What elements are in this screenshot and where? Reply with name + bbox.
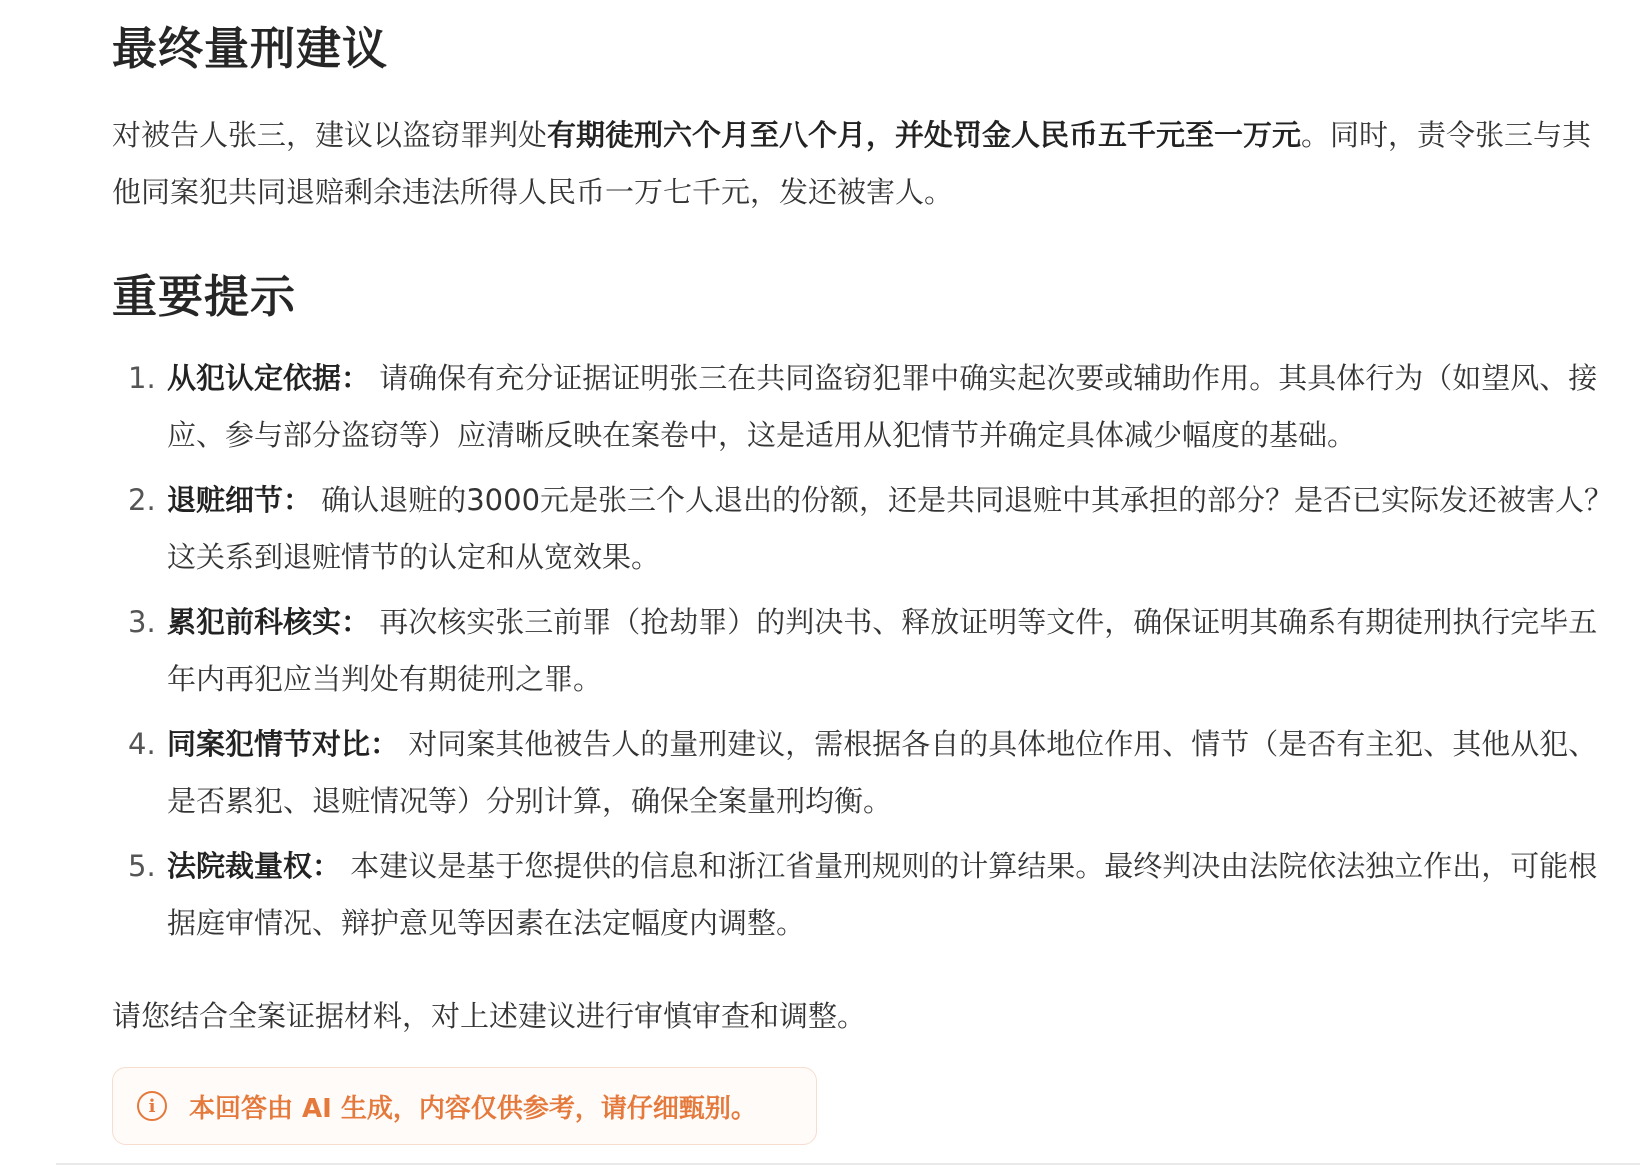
list-item [112, 716, 1622, 830]
final-para-bold: 有期徒刑六个月至八个月，并处罚金人民币五千元至一万元 [547, 118, 1302, 152]
important-notes-list [112, 350, 1622, 960]
list-item-text: 对同案其他被告人的量刑建议，需根据各自的具体地位作用、情节（是否有主犯、其他从犯、是否累犯、退赃情况等）分别计算，确保全案量刑均衡。 [167, 727, 1598, 818]
list-item-number: 2. [128, 483, 156, 517]
list-item-title: 退赃细节： [167, 483, 313, 517]
list-item-number: 3. [128, 605, 156, 639]
list-item [112, 594, 1622, 708]
list-item-text: 本建议是基于您提供的信息和浙江省量刑规则的计算结果。最终判决由法院依法独立作出，可能根据庭审情况、辩护意见等因素在法定幅度内调整。 [167, 849, 1598, 940]
ai-disclaimer-banner [112, 1067, 817, 1145]
list-item-title: 从犯认定依据： [167, 361, 371, 395]
closing-paragraph: 请您结合全案证据材料，对上述建议进行审慎审查和调整。 [112, 999, 867, 1033]
final-sentencing-heading: 最终量刑建议 [112, 22, 389, 75]
final-para-suffix: 。同时，责令张三与其他同案犯共同退赔剩余违法所得人民币一万七千元，发还被害人。 [112, 118, 1592, 209]
list-item-text: 请确保有充分证据证明张三在共同盗窃犯罪中确实起次要或辅助作用。其具体行为（如望风、接应、参与部分盗窃等）应清晰反映在案卷中，这是适用从犯情节并确定具体减少幅度的基础。 [167, 361, 1598, 452]
list-item-number: 1. [128, 361, 156, 395]
list-item-title: 累犯前科核实： [167, 605, 371, 639]
list-item [112, 838, 1622, 952]
bottom-divider [56, 1163, 1640, 1165]
info-icon: i [137, 1091, 167, 1121]
final-sentencing-paragraph [112, 107, 1620, 221]
ai-disclaimer-text: 本回答由 AI 生成，内容仅供参考，请仔细甄别。 [189, 1093, 757, 1124]
list-item-title: 法院裁量权： [167, 849, 342, 883]
list-item-number: 5. [128, 849, 156, 883]
list-item [112, 472, 1622, 586]
important-notes-heading: 重要提示 [112, 270, 297, 323]
list-item-title: 同案犯情节对比： [167, 727, 400, 761]
list-item-text: 确认退赃的3000元是张三个人退出的份额，还是共同退赃中其承担的部分？是否已实际发还被害人？这关系到退赃情节的认定和从宽效果。 [167, 483, 1614, 574]
list-item-number: 4. [128, 727, 156, 761]
final-para-prefix: 对被告人张三，建议以盗窃罪判处 [112, 118, 548, 152]
list-item [112, 350, 1622, 464]
list-item-text: 再次核实张三前罪（抢劫罪）的判决书、释放证明等文件，确保证明其确系有期徒刑执行完毕五年内再犯应当判处有期徒刑之罪。 [167, 605, 1598, 696]
